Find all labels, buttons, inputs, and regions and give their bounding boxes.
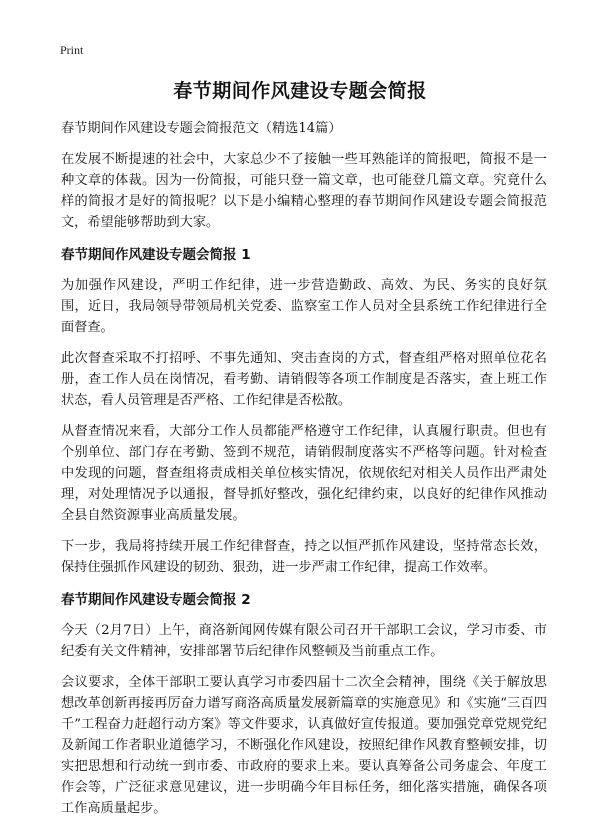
intro-paragraph: 在发展不断提速的社会中，大家总少不了接触一些耳熟能详的简报吧，简报不是一种文章的体裁。因为一份简报，可能只登一篇文章，也可能登几篇文章。究竟什么样的简报才是好的简报呢？以下是小编精心整理的春节期间作风建设专题会简报范文，希望能够帮助到大家。 [61,152,547,230]
section-heading: 春节期间作风建设专题会简报 2 [61,592,251,608]
section-paragraph: 从督查情况来看，大部分工作人员都能严格遵守工作纪律，认真履行职责。但也有个别单位、部门存在考勤、签到不规范，请销假制度落实不严格等问题。针对检查中发现的问题，督查组将责成相关单位核实情况，依规依纪对相关人员作出严肃处理，对处理情况予以通报，督导抓好整改，强化纪律约束，以良好的纪律作风推动全县自然资源事业高质量发展。 [61,424,547,523]
document-body [61,118,547,829]
section-heading: 春节期间作风建设专题会简报 1 [61,247,251,263]
section-paragraph: 为加强作风建设，严明工作纪律，进一步营造勤政、高效、为民、务实的良好氛围，近日，我局领导带领局机关党委、监察室工作人员对全县系统工作纪律进行全面督查。 [61,278,547,335]
document-subtitle: 春节期间作风建设专题会简报范文（精选14篇） [61,121,342,136]
section-paragraph: 今天（2月7日）上午，商洛新闻网传媒有限公司召开干部职工会议，学习市委、市纪委有关文件精神，安排部署节后纪律作风整顿及当前重点工作。 [61,623,547,659]
section-paragraph: 此次督查采取不打招呼、不事先通知、突击查岗的方式，督查组严格对照单位花名册，查工作人员在岗情况，看考勤、请销假等各项工作制度是否落实，查上班工作状态，看人员管理是否严格、工作纪律是否松散。 [61,351,547,408]
print-link[interactable]: Print [60,43,84,57]
section-paragraph: 下一步，我局将持续开展工作纪律督查，持之以恒严抓作风建设，坚持常态长效，保持住强抓作风建设的韧劲、狠劲，进一步严肃工作纪律，提高工作效率。 [61,539,547,575]
page-title: 春节期间作风建设专题会简报 [173,80,427,102]
section-paragraph: 会议要求，全体干部职工要认真学习市委四届十二次全会精神，围绕《关于解放思想改革创新再接再厉奋力谱写商洛高质量发展新篇章的实施意见》和《实施“三百四千”工程奋力赶超行动方案》等文件要求，认真做好宣传报道。要加强党章党规党纪及新闻工作者职业道德学习，不断强化作风建设，按照纪律作风教育整顿安排，切实把思想和行动统一到市委、市政府的要求上来。要认真筹备公司务虚会、年度工作会等，广泛征求意见建议，进一步明确今年目标任务，细化落实措施，确保各项工作高质量起步。 [61,675,547,816]
